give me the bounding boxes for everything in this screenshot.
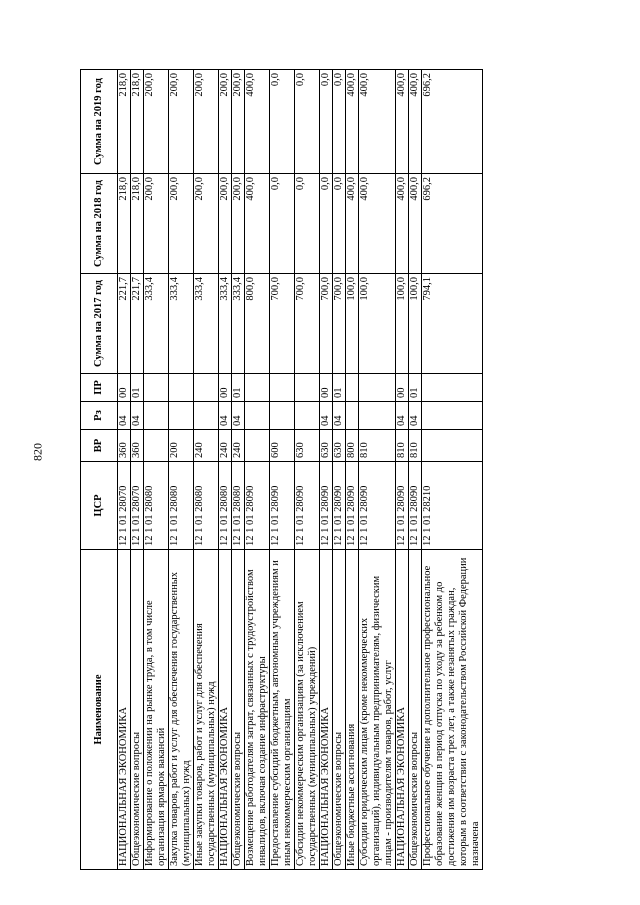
cell-sum-2017: 100,0 bbox=[359, 274, 396, 374]
cell-rz bbox=[245, 402, 270, 430]
cell-name: Иные бюджетные ассигнования bbox=[346, 550, 359, 870]
cell-vr: 360 bbox=[118, 430, 131, 462]
cell-sum-2018: 400,0 bbox=[346, 174, 359, 274]
cell-rz: 04 bbox=[409, 402, 422, 430]
cell-sum-2017: 333,4 bbox=[144, 274, 169, 374]
header-pr: ПР bbox=[81, 374, 118, 402]
cell-vr: 800 bbox=[346, 430, 359, 462]
cell-name: Общеэкономические вопросы bbox=[409, 550, 422, 870]
table-row bbox=[131, 70, 144, 870]
cell-sum-2017: 100,0 bbox=[409, 274, 422, 374]
cell-vr bbox=[422, 430, 483, 462]
cell-pr bbox=[245, 374, 270, 402]
cell-vr: 240 bbox=[232, 430, 245, 462]
cell-sum-2019: 400,0 bbox=[245, 70, 270, 174]
cell-csr: 12 1 01 28210 bbox=[422, 462, 483, 550]
cell-name: Информирование о положении на рынке труда, в том числе организация ярмарок вакансий bbox=[144, 550, 169, 870]
cell-sum-2019: 400,0 bbox=[359, 70, 396, 174]
cell-sum-2017: 700,0 bbox=[295, 274, 320, 374]
page-number: 820 bbox=[30, 443, 45, 461]
cell-pr bbox=[169, 374, 194, 402]
cell-sum-2018: 400,0 bbox=[245, 174, 270, 274]
cell-rz bbox=[346, 402, 359, 430]
cell-sum-2018: 0,0 bbox=[320, 174, 333, 274]
table-row bbox=[409, 70, 422, 870]
table-row bbox=[359, 70, 396, 870]
table-row bbox=[396, 70, 409, 870]
cell-name: НАЦИОНАЛЬНАЯ ЭКОНОМИКА bbox=[396, 550, 409, 870]
cell-sum-2017: 221,7 bbox=[131, 274, 144, 374]
cell-rz bbox=[359, 402, 396, 430]
cell-pr bbox=[144, 374, 169, 402]
cell-vr: 810 bbox=[409, 430, 422, 462]
cell-sum-2019: 0,0 bbox=[333, 70, 346, 174]
cell-name: Закупка товаров, работ и услуг для обеспечения государственных (муниципальных) нужд bbox=[169, 550, 194, 870]
cell-sum-2017: 100,0 bbox=[396, 274, 409, 374]
cell-sum-2019: 218,0 bbox=[118, 70, 131, 174]
cell-csr: 12 1 01 28090 bbox=[359, 462, 396, 550]
cell-rz bbox=[144, 402, 169, 430]
cell-sum-2017: 333,4 bbox=[232, 274, 245, 374]
cell-sum-2019: 400,0 bbox=[346, 70, 359, 174]
cell-sum-2017: 221,7 bbox=[118, 274, 131, 374]
cell-sum-2017: 794,1 bbox=[422, 274, 483, 374]
cell-csr: 12 1 01 28080 bbox=[219, 462, 232, 550]
cell-sum-2019: 200,0 bbox=[219, 70, 232, 174]
cell-sum-2019: 200,0 bbox=[232, 70, 245, 174]
cell-sum-2017: 700,0 bbox=[270, 274, 295, 374]
cell-name: Субсидии юридическим лицам (кроме некоммерческих организаций), индивидуальным предпринимателям, физическим лицам - производителям товаров, работ, услуг bbox=[359, 550, 396, 870]
table-row bbox=[295, 70, 320, 870]
table-row bbox=[194, 70, 219, 870]
cell-pr bbox=[295, 374, 320, 402]
cell-rz bbox=[194, 402, 219, 430]
table-row bbox=[232, 70, 245, 870]
cell-sum-2018: 400,0 bbox=[409, 174, 422, 274]
cell-name: Общеэкономические вопросы bbox=[131, 550, 144, 870]
cell-sum-2019: 200,0 bbox=[194, 70, 219, 174]
cell-name: Общеэкономические вопросы bbox=[333, 550, 346, 870]
table-row bbox=[422, 70, 483, 870]
cell-csr: 12 1 01 28070 bbox=[118, 462, 131, 550]
cell-name: Иные закупки товаров, работ и услуг для обеспечения государственных (муниципальных) нужд bbox=[194, 550, 219, 870]
cell-sum-2018: 696,2 bbox=[422, 174, 483, 274]
cell-sum-2018: 400,0 bbox=[396, 174, 409, 274]
cell-rz: 04 bbox=[232, 402, 245, 430]
header-rz: Рз bbox=[81, 402, 118, 430]
cell-sum-2018: 400,0 bbox=[359, 174, 396, 274]
cell-sum-2019: 400,0 bbox=[396, 70, 409, 174]
cell-csr: 12 1 01 28080 bbox=[169, 462, 194, 550]
cell-rz: 04 bbox=[219, 402, 232, 430]
table-row bbox=[333, 70, 346, 870]
cell-rz bbox=[295, 402, 320, 430]
cell-csr: 12 1 01 28090 bbox=[346, 462, 359, 550]
header-vr: ВР bbox=[81, 430, 118, 462]
cell-sum-2017: 700,0 bbox=[333, 274, 346, 374]
cell-sum-2019: 200,0 bbox=[144, 70, 169, 174]
cell-pr bbox=[346, 374, 359, 402]
budget-table bbox=[80, 69, 483, 870]
cell-sum-2018: 218,0 bbox=[118, 174, 131, 274]
table-row bbox=[320, 70, 333, 870]
cell-sum-2017: 800,0 bbox=[245, 274, 270, 374]
header-sum-2019: Сумма на 2019 год bbox=[81, 70, 118, 174]
cell-vr: 630 bbox=[320, 430, 333, 462]
cell-pr: 01 bbox=[232, 374, 245, 402]
cell-csr: 12 1 01 28090 bbox=[396, 462, 409, 550]
cell-sum-2017: 100,0 bbox=[346, 274, 359, 374]
cell-rz bbox=[270, 402, 295, 430]
cell-sum-2019: 0,0 bbox=[295, 70, 320, 174]
cell-sum-2019: 696,2 bbox=[422, 70, 483, 174]
cell-sum-2018: 200,0 bbox=[194, 174, 219, 274]
cell-pr: 01 bbox=[131, 374, 144, 402]
cell-sum-2018: 218,0 bbox=[131, 174, 144, 274]
cell-pr bbox=[194, 374, 219, 402]
table-row bbox=[270, 70, 295, 870]
cell-pr: 00 bbox=[396, 374, 409, 402]
cell-vr: 360 bbox=[131, 430, 144, 462]
cell-sum-2018: 0,0 bbox=[295, 174, 320, 274]
cell-sum-2018: 200,0 bbox=[219, 174, 232, 274]
cell-sum-2019: 400,0 bbox=[409, 70, 422, 174]
cell-rz: 04 bbox=[333, 402, 346, 430]
table-row bbox=[118, 70, 131, 870]
cell-vr: 200 bbox=[169, 430, 194, 462]
cell-sum-2017: 700,0 bbox=[320, 274, 333, 374]
cell-name: НАЦИОНАЛЬНАЯ ЭКОНОМИКА bbox=[320, 550, 333, 870]
cell-rz bbox=[422, 402, 483, 430]
cell-name: НАЦИОНАЛЬНАЯ ЭКОНОМИКА bbox=[219, 550, 232, 870]
cell-vr: 600 bbox=[270, 430, 295, 462]
cell-csr: 12 1 01 28080 bbox=[232, 462, 245, 550]
cell-sum-2017: 333,4 bbox=[194, 274, 219, 374]
cell-sum-2019: 200,0 bbox=[169, 70, 194, 174]
cell-csr: 12 1 01 28090 bbox=[295, 462, 320, 550]
cell-pr bbox=[422, 374, 483, 402]
cell-pr: 01 bbox=[409, 374, 422, 402]
cell-csr: 12 1 01 28090 bbox=[270, 462, 295, 550]
cell-vr: 240 bbox=[219, 430, 232, 462]
table-row bbox=[219, 70, 232, 870]
cell-name: НАЦИОНАЛЬНАЯ ЭКОНОМИКА bbox=[118, 550, 131, 870]
cell-csr: 12 1 01 28090 bbox=[245, 462, 270, 550]
header-sum-2018: Сумма на 2018 год bbox=[81, 174, 118, 274]
cell-pr bbox=[270, 374, 295, 402]
cell-pr: 01 bbox=[333, 374, 346, 402]
cell-pr: 00 bbox=[219, 374, 232, 402]
cell-sum-2018: 200,0 bbox=[144, 174, 169, 274]
cell-vr: 630 bbox=[295, 430, 320, 462]
header-sum-2017: Сумма на 2017 год bbox=[81, 274, 118, 374]
cell-rz bbox=[169, 402, 194, 430]
cell-sum-2018: 200,0 bbox=[232, 174, 245, 274]
cell-pr bbox=[359, 374, 396, 402]
cell-rz: 04 bbox=[131, 402, 144, 430]
cell-rz: 04 bbox=[396, 402, 409, 430]
cell-vr bbox=[144, 430, 169, 462]
cell-name: Профессиональное обучение и дополнительное профессиональное образование женщин в период отпуска по уходу за ребенком до достижения им возраста трех лет, а также незанятых граждан, которым в соответствии с законодательством Российской Федерации назначена bbox=[422, 550, 483, 870]
cell-vr: 630 bbox=[333, 430, 346, 462]
header-name: Наименование bbox=[81, 550, 118, 870]
cell-pr: 00 bbox=[320, 374, 333, 402]
cell-csr: 12 1 01 28090 bbox=[333, 462, 346, 550]
cell-sum-2018: 0,0 bbox=[333, 174, 346, 274]
table-row bbox=[245, 70, 270, 870]
cell-csr: 12 1 01 28080 bbox=[194, 462, 219, 550]
header-csr: ЦСР bbox=[81, 462, 118, 550]
cell-csr: 12 1 01 28070 bbox=[131, 462, 144, 550]
cell-sum-2019: 0,0 bbox=[320, 70, 333, 174]
cell-vr: 810 bbox=[359, 430, 396, 462]
cell-sum-2018: 200,0 bbox=[169, 174, 194, 274]
cell-csr: 12 1 01 28080 bbox=[144, 462, 169, 550]
table-row bbox=[169, 70, 194, 870]
cell-name: Общеэкономические вопросы bbox=[232, 550, 245, 870]
cell-vr bbox=[245, 430, 270, 462]
cell-vr: 240 bbox=[194, 430, 219, 462]
cell-sum-2019: 0,0 bbox=[270, 70, 295, 174]
cell-sum-2018: 0,0 bbox=[270, 174, 295, 274]
cell-name: Предоставление субсидий бюджетным, автономным учреждениям и иным некоммерческим организациям bbox=[270, 550, 295, 870]
cell-name: Возмещение работодателям затрат, связанных с трудоустройством инвалидов, включая создание инфраструктуры bbox=[245, 550, 270, 870]
cell-sum-2017: 333,4 bbox=[219, 274, 232, 374]
cell-sum-2019: 218,0 bbox=[131, 70, 144, 174]
cell-pr: 00 bbox=[118, 374, 131, 402]
table-row bbox=[144, 70, 169, 870]
cell-csr: 12 1 01 28090 bbox=[320, 462, 333, 550]
table-row bbox=[346, 70, 359, 870]
cell-vr: 810 bbox=[396, 430, 409, 462]
cell-rz: 04 bbox=[320, 402, 333, 430]
cell-sum-2017: 333,4 bbox=[169, 274, 194, 374]
budget-table-container bbox=[80, 70, 580, 870]
cell-rz: 04 bbox=[118, 402, 131, 430]
header-row bbox=[81, 70, 118, 870]
cell-name: Субсидии некоммерческим организациям (за исключением государственных (муниципальных) учреждений) bbox=[295, 550, 320, 870]
cell-csr: 12 1 01 28090 bbox=[409, 462, 422, 550]
